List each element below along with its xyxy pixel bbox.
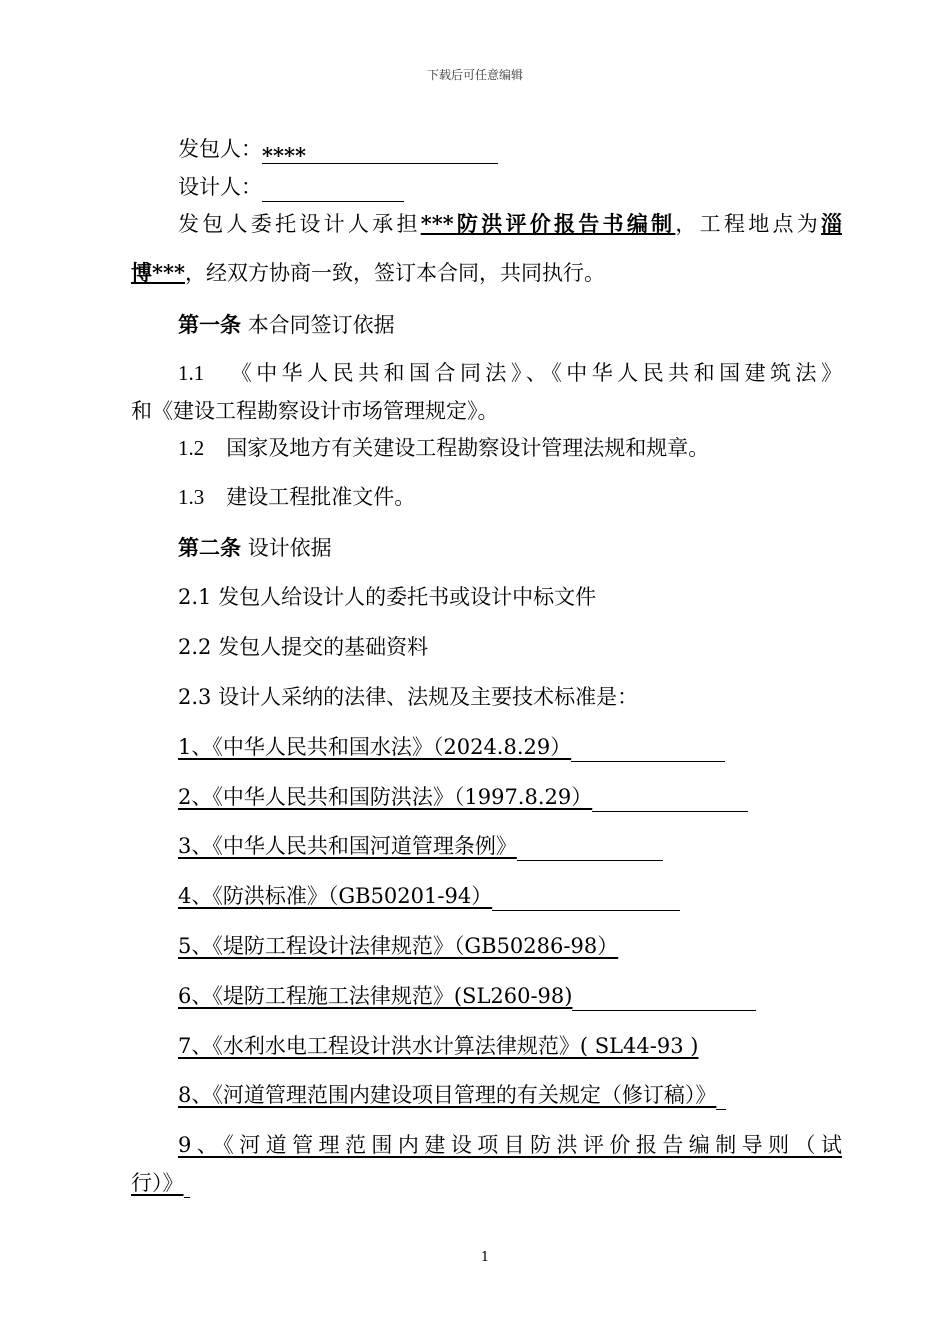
reference-text: 7、《水利水电工程设计洪水计算法律规范》( SL44-93 ) <box>178 1034 699 1058</box>
underline-fill <box>572 986 756 1011</box>
clause-2-3: 2.3 设计人采纳的法律、法规及主要技术标准是： <box>178 685 639 709</box>
reference-text: 6、《堤防工程施工法律规范》(SL260-98) <box>178 984 573 1008</box>
reference-item-9 <box>178 1130 842 1160</box>
reference-text: 1、《中华人民共和国水法》（2024.8.29） <box>178 735 572 759</box>
reference-item <box>178 881 680 911</box>
reference-item-9-cont <box>131 1168 190 1198</box>
reference-text: 4、《防洪标准》（GB50201-94） <box>178 884 493 908</box>
page-header: 下载后可任意编辑 <box>426 68 523 82</box>
reference-item <box>178 782 748 812</box>
location-part-1: 淄 <box>821 211 843 236</box>
clause-1-1-cont: 和《建设工程勘察设计市场管理规定》。 <box>131 399 499 423</box>
intro-text-2: ，工程地点为 <box>675 212 822 236</box>
article-2-heading <box>178 533 332 563</box>
article-1-title: 本合同签订依据 <box>247 313 395 337</box>
reference-item <box>178 981 756 1011</box>
underline-fill <box>571 737 725 762</box>
reference-item <box>178 1031 698 1061</box>
underline-fill <box>517 836 663 861</box>
intro-line-1 <box>178 209 842 239</box>
clause-number: 1.3 <box>178 485 205 509</box>
underline-fill <box>592 787 748 812</box>
underline-fill <box>184 1173 190 1198</box>
reference-text: 3、《中华人民共和国河道管理条例》 <box>178 834 517 858</box>
clause-number: 1.2 <box>178 436 205 460</box>
reference-text: 9、《河道管理范围内建设项目防洪评价报告编制导则（试 <box>178 1133 842 1157</box>
employer-line <box>178 134 498 168</box>
article-1-number: 第一条 <box>178 312 241 337</box>
intro-text-3: ，经双方协商一致，签订本合同，共同执行。 <box>184 261 605 285</box>
intro-text-1: 发包人委托设计人承担 <box>178 212 421 236</box>
reference-text: 2、《中华人民共和国防洪法》（1997.8.29） <box>178 785 593 809</box>
reference-text: 8、《河道管理范围内建设项目管理的有关规定（修订稿）》 <box>178 1083 717 1107</box>
underline-fill <box>492 886 680 911</box>
project-name: ***防洪评价报告书编制 <box>420 211 676 236</box>
clause-text: 国家及地方有关建设工程勘察设计管理法规和规章。 <box>226 436 710 460</box>
employer-value: **** <box>262 141 498 164</box>
clause-2-2: 2.2 发包人提交的基础资料 <box>178 635 429 659</box>
employer-label: 发包人： <box>178 137 262 161</box>
page-number: 1 <box>480 1250 490 1265</box>
reference-item <box>178 1080 726 1110</box>
article-1-heading <box>178 310 395 340</box>
location-part-2: 博*** <box>131 260 185 285</box>
reference-item <box>178 732 725 762</box>
designer-label: 设计人： <box>178 175 262 199</box>
reference-text: 5、《堤防工程设计法律规范》（GB50286-98） <box>178 934 619 958</box>
article-2-title: 设计依据 <box>247 536 332 560</box>
reference-text: 行）》 <box>131 1171 184 1195</box>
clause-1-2 <box>178 433 709 463</box>
clause-text: 《中华人民共和国合同法》、《中华人民共和国建筑法》 <box>226 361 842 385</box>
clause-1-1 <box>178 358 842 388</box>
designer-line <box>178 172 404 202</box>
reference-item <box>178 831 663 861</box>
clause-number: 1.1 <box>178 361 205 385</box>
clause-2-1: 2.1 发包人给设计人的委托书或设计中标文件 <box>178 585 597 609</box>
intro-line-2 <box>131 258 605 288</box>
clause-text: 建设工程批准文件。 <box>226 485 416 509</box>
clause-1-3 <box>178 482 415 512</box>
underline-fill <box>716 1085 726 1110</box>
reference-item <box>178 931 618 961</box>
article-2-number: 第二条 <box>178 535 241 560</box>
designer-value <box>262 179 404 202</box>
